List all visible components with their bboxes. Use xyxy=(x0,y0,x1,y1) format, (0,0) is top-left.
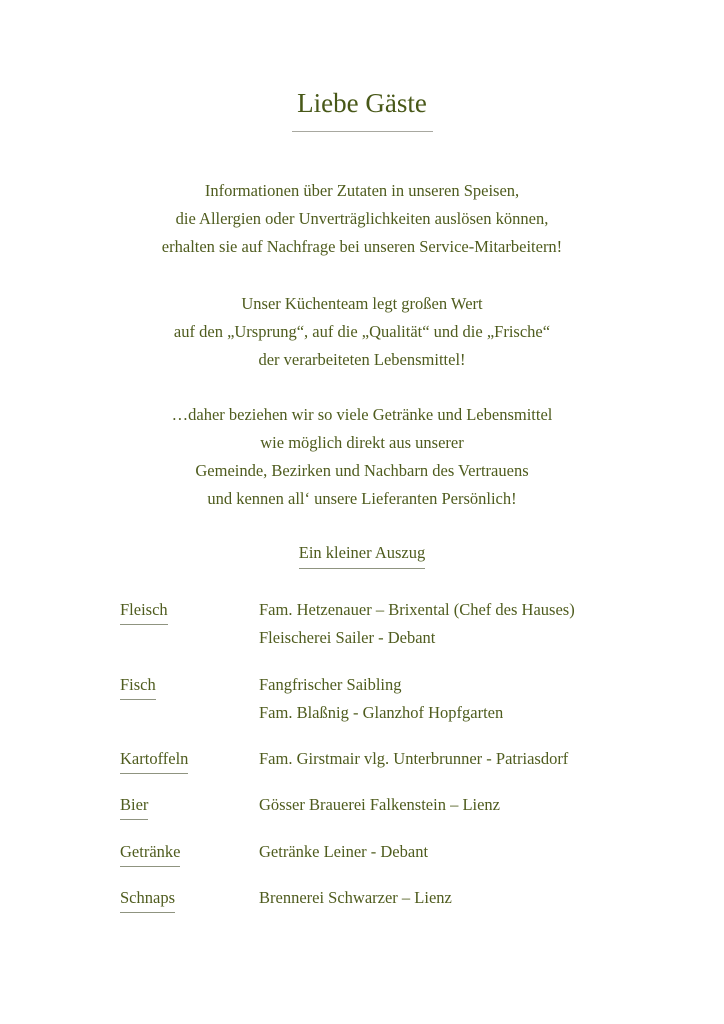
text-line: Informationen über Zutaten in unseren Speisen, xyxy=(204,181,520,200)
category-label xyxy=(120,842,180,867)
text-line: auf den „Ursprung“, auf die „Qualität“ und die „Frische“ xyxy=(173,322,551,341)
category-text: Schnaps xyxy=(120,888,175,913)
category-label xyxy=(120,675,156,700)
text-line: erhalten sie auf Nachfrage bei unseren Service-Mitarbeitern! xyxy=(161,237,563,256)
category-text: Bier xyxy=(120,795,148,820)
supplier-list xyxy=(259,838,428,866)
category-text: Getränke xyxy=(120,842,180,867)
category-label xyxy=(120,600,168,625)
section-heading xyxy=(0,543,724,569)
supplier-entry: Fam. Blaßnig - Glanzhof Hopfgarten xyxy=(259,703,504,722)
category-label xyxy=(120,888,175,913)
category-text: Fleisch xyxy=(120,600,168,625)
text-line: …daher beziehen wir so viele Getränke und Lebensmittel xyxy=(171,405,553,424)
paragraph-suppliers xyxy=(0,401,724,513)
category-label xyxy=(120,749,188,774)
title-underline xyxy=(292,131,433,132)
text-line: der verarbeiteten Lebensmittel! xyxy=(258,350,466,369)
category-text: Fisch xyxy=(120,675,156,700)
text-line: die Allergien oder Unverträglichkeiten auslösen können, xyxy=(175,209,549,228)
supplier-entry: Gösser Brauerei Falkenstein – Lienz xyxy=(259,795,501,814)
text-line: wie möglich direkt aus unserer xyxy=(260,433,464,452)
supplier-list xyxy=(259,671,503,727)
page-title: Liebe Gäste xyxy=(297,88,427,118)
category-label xyxy=(120,795,148,820)
supplier-entry: Getränke Leiner - Debant xyxy=(259,842,429,861)
text-line: Gemeinde, Bezirken und Nachbarn des Vertrauens xyxy=(195,461,529,480)
paragraph-kitchen-team xyxy=(0,290,724,374)
supplier-list xyxy=(259,745,568,773)
supplier-entry: Fam. Hetzenauer – Brixental (Chef des Hauses) xyxy=(259,600,575,619)
supplier-list xyxy=(259,791,500,819)
text-line: und kennen all‘ unsere Lieferanten Persönlich! xyxy=(207,489,517,508)
supplier-list xyxy=(259,884,452,912)
text-line: Unser Küchenteam legt großen Wert xyxy=(241,294,483,313)
category-text: Kartoffeln xyxy=(120,749,188,774)
supplier-entry: Fam. Girstmair vlg. Unterbrunner - Patriasdorf xyxy=(259,749,569,768)
supplier-entry: Fangfrischer Saibling xyxy=(259,675,402,694)
paragraph-allergens xyxy=(0,177,724,261)
supplier-list xyxy=(259,596,575,652)
section-heading-text: Ein kleiner Auszug xyxy=(299,543,425,569)
supplier-entry: Fleischerei Sailer - Debant xyxy=(259,628,436,647)
supplier-entry: Brennerei Schwarzer – Lienz xyxy=(259,888,452,907)
